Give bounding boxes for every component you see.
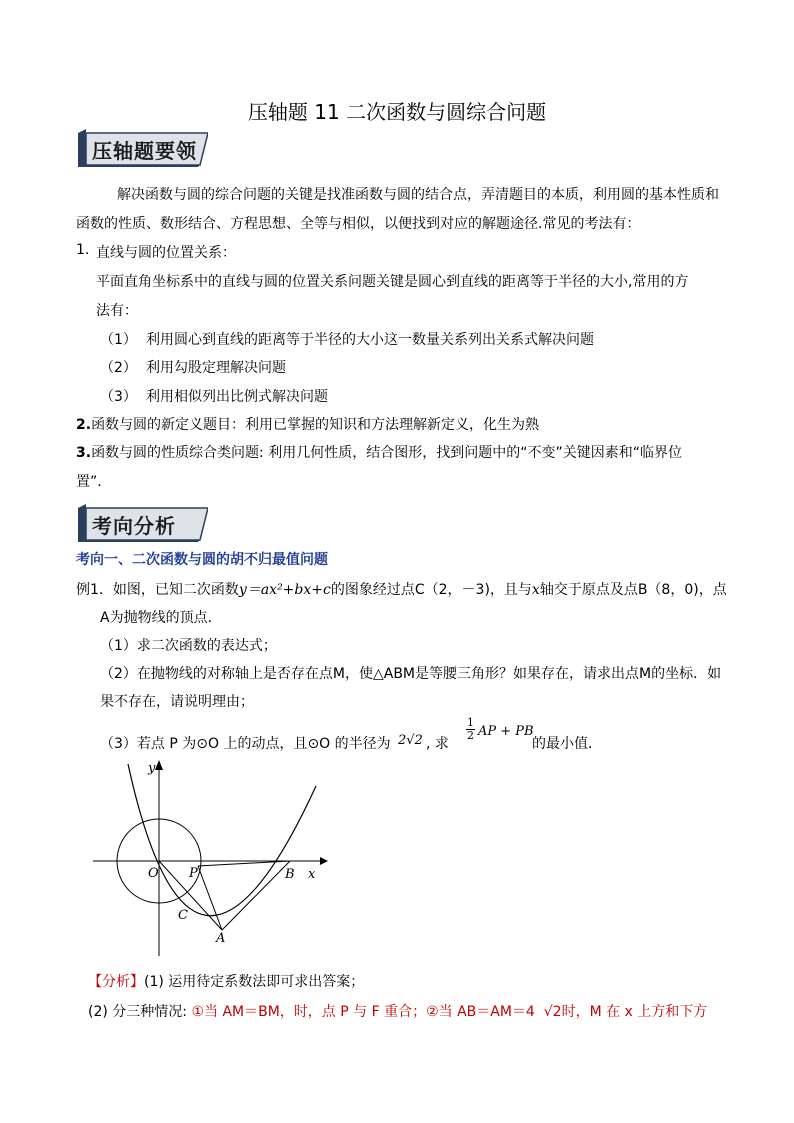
item3-number: 3. — [76, 445, 92, 461]
page-title: 压轴题 11 二次函数与圆综合问题 — [247, 100, 547, 124]
example-point-b: B（8，0)，点 — [637, 582, 727, 598]
item2 — [76, 414, 539, 434]
example-line-1 — [76, 579, 727, 599]
analysis-line-2 — [88, 1001, 707, 1021]
item3-text-2: 置”. — [76, 474, 102, 490]
label-y: y — [148, 761, 156, 776]
intro-line-2: 函数的性质、数形结合、方程思想、全等与相似，以便找到对应的解题途径.常见的考法有： — [76, 216, 641, 232]
question-2-line-2: 果不存在，请说明理由； — [100, 694, 254, 710]
item2-number: 2. — [76, 417, 92, 433]
item2-text: 函数与圆的新定义题目：利用已掌握的知识和方法理解新定义，化生为熟 — [91, 417, 540, 433]
example-function: y＝ax²+bx+c — [238, 582, 331, 598]
method-3-text: 利用相似列出比例式解决问题 — [146, 389, 328, 405]
banner-label: 考向分析 — [92, 514, 176, 538]
analysis-text-2d: 时，M 在 x 上方和下方 — [561, 1004, 708, 1020]
intro-line-1: 解决函数与圆的综合问题的关键是找准函数与圆的结合点，弄清题目的本质，利用圆的基本性质和 — [117, 187, 719, 203]
question-3-part-b: , 求 — [426, 736, 449, 752]
section-banner-key-points — [76, 129, 208, 167]
label-p: P — [189, 866, 198, 881]
fraction-numerator: 1 — [467, 716, 474, 729]
analysis-text-2c: √2 — [543, 1004, 562, 1020]
question-3-radius: 2√2 — [398, 733, 423, 748]
analysis-text-2a: (2) 分三种情况: — [88, 1004, 192, 1020]
question-3-part-a: （3）若点 P 为⊙O 上的动点，且⊙O 的半径为 — [100, 736, 391, 752]
question-1: （1）求二次函数的表达式； — [100, 638, 277, 654]
method-1-text: 利用圆心到直线的距离等于半径的大小这一数量关系列出关系式解决问题 — [146, 332, 594, 348]
analysis-text-1: (1) 运用待定系数法即可求出答案； — [144, 974, 365, 990]
section-heading: 考向一、二次函数与圆的胡不归最值问题 — [76, 552, 328, 568]
example-text: 的图象经过点 — [330, 582, 415, 598]
question-3-fraction — [466, 717, 475, 742]
label-o: O — [148, 866, 159, 881]
example-line-2: A为抛物线的顶点． — [100, 610, 222, 626]
method-2-text: 利用勾股定理解决问题 — [146, 360, 286, 376]
analysis-tag: 【分析】 — [88, 974, 144, 990]
segment-ab — [222, 861, 290, 930]
method-3-number: （3） — [100, 389, 137, 405]
label-a: A — [216, 931, 226, 946]
item1-desc-1: 平面直角坐标系中的直线与圆的位置关系问题关键是圆心到直线的距离等于半径的大小,常用的方 — [96, 274, 689, 290]
x-axis-arrow-icon — [320, 857, 328, 865]
banner-label: 压轴题要领 — [92, 139, 197, 163]
section-banner-analysis — [76, 504, 208, 542]
question-2-line-1: （2）在抛物线的对称轴上是否存在点M，使△ABM是等腰三角形？如果存在，请求出点M的坐标．如 — [100, 666, 722, 682]
example-label: 例1．如图，已知二次函数 — [76, 582, 239, 598]
label-x: x — [308, 867, 316, 882]
function-graph — [88, 756, 338, 962]
item1-desc-2: 法有： — [96, 303, 138, 319]
segment-pb — [198, 861, 290, 866]
label-b: B — [285, 867, 295, 882]
segment-pa — [198, 866, 222, 930]
method-2-number: （2） — [100, 360, 137, 376]
example-text-2: 轴交于原点及点 — [539, 582, 638, 598]
question-3-part-c: 的最小值． — [532, 736, 602, 752]
item3-text-1: 函数与圆的性质综合类问题: 利用几何性质，结合图形，找到问题中的“不变”关键因素和“临界位 — [91, 445, 682, 461]
item1-number: 1. — [76, 242, 90, 258]
item1-title: 直线与圆的位置关系： — [96, 245, 236, 261]
label-c: C — [178, 908, 188, 923]
analysis-line-1 — [88, 971, 364, 991]
y-axis-arrow-icon — [155, 760, 163, 770]
parabola — [128, 764, 316, 916]
question-3-expression: AP + PB — [478, 724, 534, 739]
method-1-number: （1） — [100, 332, 137, 348]
example-point-c: C（2，－3)，且与 — [414, 582, 532, 598]
fraction-denominator: 2 — [467, 729, 474, 742]
example-x: x — [531, 582, 540, 598]
item3 — [76, 442, 682, 462]
analysis-text-2b: ①当 AM＝BM，时，点 P 与 F 重合；②当 AB＝AM＝4 — [191, 1004, 535, 1020]
